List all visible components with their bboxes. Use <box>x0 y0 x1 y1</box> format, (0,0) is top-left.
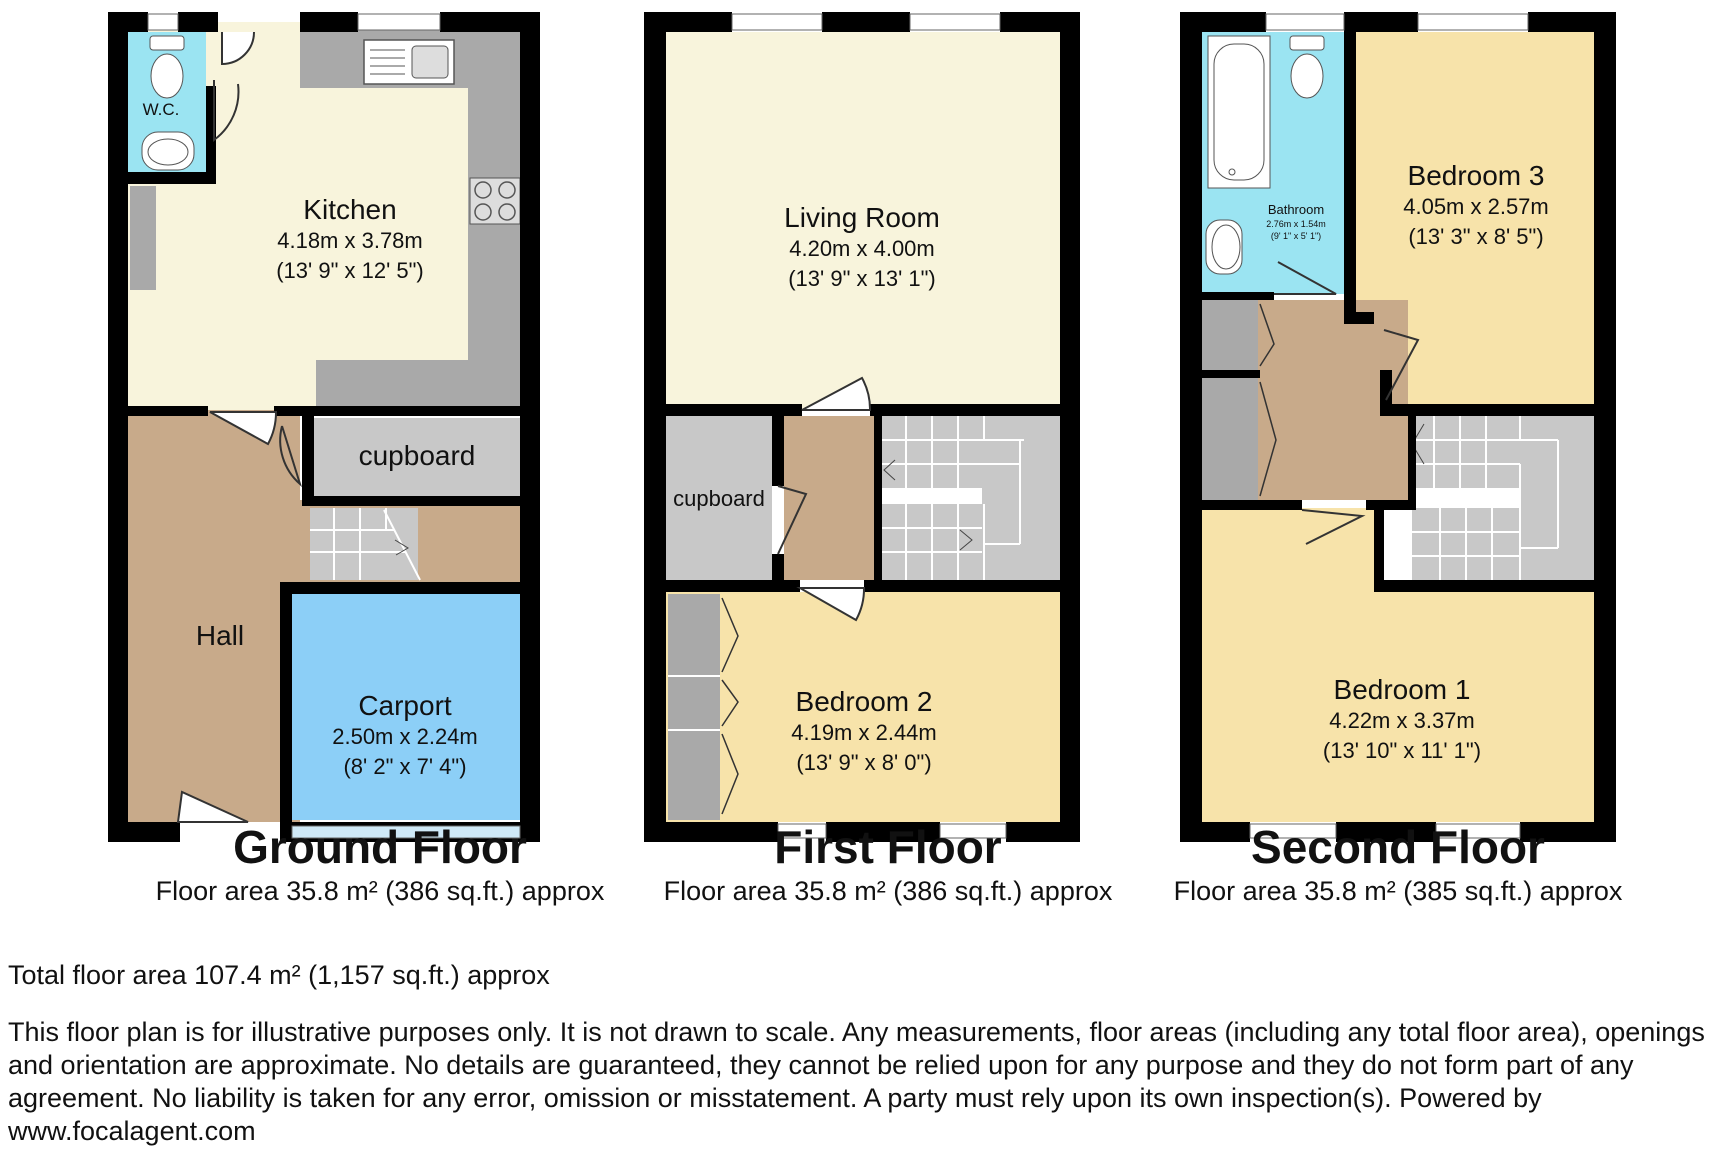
wc-label: W.C. <box>142 100 180 119</box>
wall <box>128 172 216 184</box>
room-name: Living Room <box>784 202 940 233</box>
carport-label <box>300 690 510 782</box>
window <box>148 14 178 30</box>
window <box>1418 14 1528 30</box>
room-dimensions-ft: (8' 2" x 7' 4") <box>343 754 467 779</box>
wall <box>870 404 1066 416</box>
floor-area: Floor area 35.8 m² (385 sq.ft.) approx <box>1173 876 1623 906</box>
hall-label: Hall <box>195 620 245 651</box>
wall <box>1202 370 1260 378</box>
cupboard-label: cupboard <box>358 440 476 471</box>
wardrobe <box>668 594 720 820</box>
room-dimensions-ft: (13' 9" x 12' 5") <box>276 258 424 283</box>
room-dimensions-ft: (13' 9" x 13' 1") <box>788 266 936 291</box>
hall-room <box>128 410 300 822</box>
toilet-icon <box>150 36 184 98</box>
room-dimensions-ft: (13' 3" x 8' 5") <box>1408 224 1544 249</box>
room-dimensions-ft: (9' 1" x 5' 1") <box>1270 231 1322 241</box>
room-name: Bathroom <box>1267 202 1325 217</box>
basin-icon <box>142 132 194 170</box>
room-dimensions-m: 4.19m x 2.44m <box>791 720 937 745</box>
storage-cupboard <box>1202 300 1258 370</box>
wall <box>864 580 1064 592</box>
disclaimer-text: This floor plan is for illustrative purposes only. It is not drawn to scale. Any measurements, floor areas (including any total floor area), openings and orientation are approximate. No details are guaranteed, they cannot be relied upon for any purpose and they do not form part of any agreement. No liability is taken for any error, omission or misstatement. A party must rely upon its own inspection(s). Powered by www.focalagent.com <box>8 1017 1705 1146</box>
wall <box>772 410 784 486</box>
wall <box>1374 580 1600 592</box>
sink-icon <box>364 40 454 84</box>
basin-icon <box>1206 220 1242 274</box>
room-name: Bedroom 3 <box>1407 160 1545 191</box>
bedroom2-label <box>764 686 964 778</box>
floor-title: Ground Floor <box>233 821 527 873</box>
floor-title: Second Floor <box>1251 821 1545 873</box>
room-dimensions-m: 4.18m x 3.78m <box>277 228 423 253</box>
wall <box>1374 500 1384 590</box>
wall <box>302 416 314 498</box>
room-dimensions-m: 4.05m x 2.57m <box>1403 194 1549 219</box>
room-dimensions-m: 4.20m x 4.00m <box>789 236 935 261</box>
bedroom3-label <box>1376 160 1576 252</box>
room-dimensions-m: 4.22m x 3.37m <box>1329 708 1475 733</box>
room-name: Bedroom 1 <box>1333 674 1471 705</box>
wall <box>1408 410 1416 502</box>
wall <box>1344 26 1356 320</box>
wall <box>1366 500 1416 510</box>
window <box>732 14 822 30</box>
bedroom1-label <box>1296 674 1508 766</box>
room-dimensions-m: 2.76m x 1.54m <box>1266 219 1326 229</box>
floor-area: Floor area 35.8 m² (386 sq.ft.) approx <box>663 876 1113 906</box>
window <box>1266 14 1344 30</box>
wall <box>772 554 784 584</box>
stairs-icon <box>310 508 420 580</box>
wall <box>1202 292 1274 300</box>
wall <box>280 582 292 822</box>
bath-icon <box>1208 36 1270 188</box>
kitchen-worktop-left <box>130 186 156 290</box>
living-room-label <box>762 202 962 294</box>
wall <box>128 406 208 416</box>
floor-area: Floor area 35.8 m² (386 sq.ft.) approx <box>155 876 605 906</box>
window <box>358 14 440 30</box>
stairs-icon <box>880 416 1060 580</box>
room-name: Bedroom 2 <box>795 686 933 717</box>
toilet-icon <box>1290 36 1324 98</box>
wall <box>874 410 882 582</box>
wall <box>666 580 800 592</box>
storage-cupboard <box>1202 378 1258 500</box>
cupboard-label: cupboard <box>673 486 765 511</box>
room-dimensions-ft: (13' 10" x 11' 1") <box>1322 738 1482 763</box>
hob-icon <box>470 178 520 224</box>
wall <box>1202 500 1302 510</box>
total-floor-area: Total floor area 107.4 m² (1,157 sq.ft.) approx <box>8 960 550 990</box>
room-name: Kitchen <box>303 194 397 225</box>
room-name: Carport <box>358 690 452 721</box>
window <box>910 14 1000 30</box>
wall <box>302 496 528 506</box>
room-dimensions-ft: (13' 9" x 8' 0") <box>796 750 932 775</box>
room-dimensions-m: 2.50m x 2.24m <box>332 724 478 749</box>
wall <box>274 406 528 416</box>
kitchen-label <box>250 194 450 286</box>
landing-room <box>784 416 880 580</box>
bathroom-label <box>1256 202 1336 242</box>
floor-title: First Floor <box>774 821 1002 873</box>
wall <box>280 582 528 594</box>
wall <box>1344 312 1374 324</box>
